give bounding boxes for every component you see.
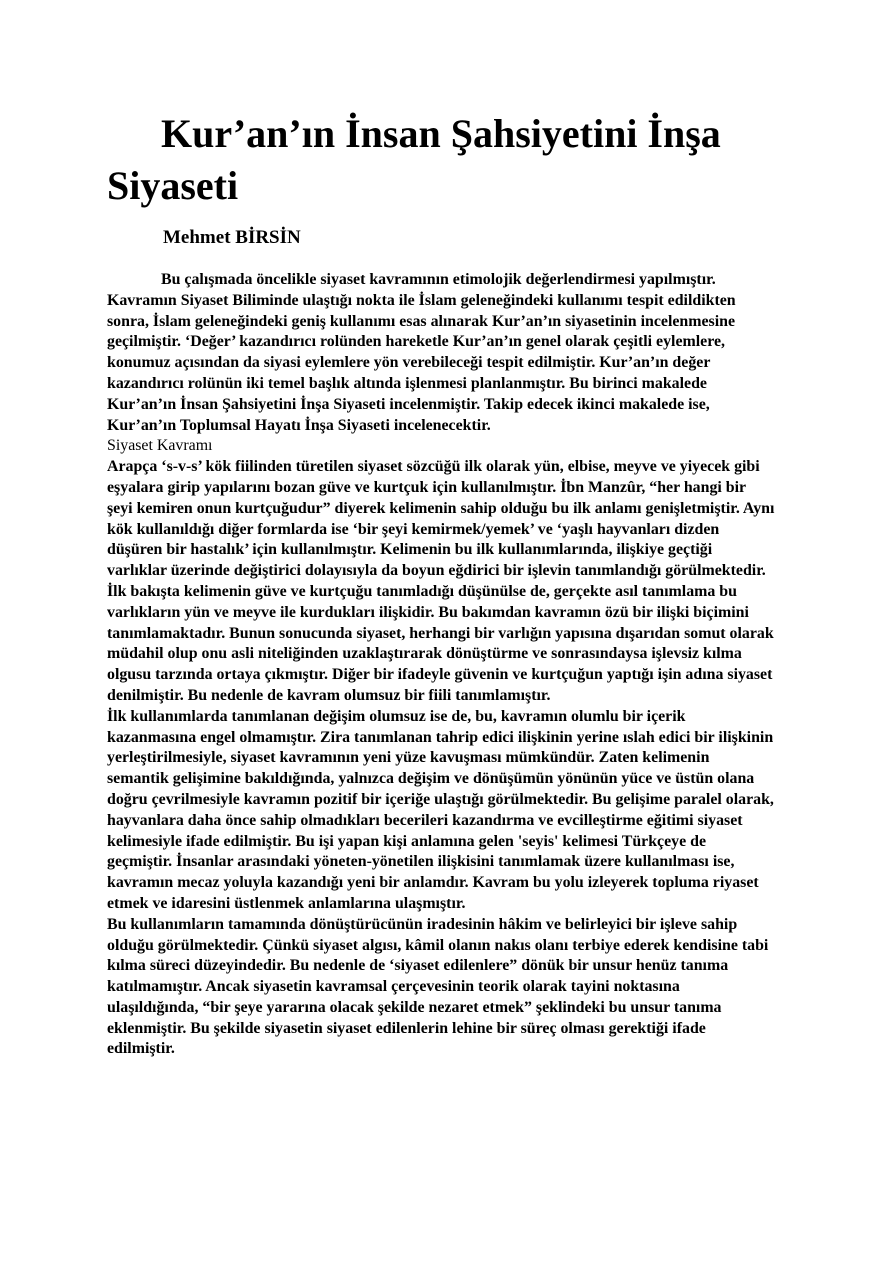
document-body: [107, 270, 775, 1060]
body-paragraph-2: İlk kullanımlarda tanımlanan değişim olumsuz ise de, bu, kavramın olumlu bir içerik kazanmasına engel olmamıştır. Zira tanımlanan tahrip edici ilişkinin yerine ıslah edici bir ilişkinin yerleştirilmesiyle, siyaset kavramının yeni yüze kavuşması mümkündür. Zaten kelimenin semantik gelişimine bakıldığında, yalnızca değişim ve dönüşümün yönünün yüce ve üstün olana doğru çevrilmesiyle kavramın pozitif bir içeriğe ulaştığı görülmektedir. Bu gelişime paralel olarak, hayvanlara daha önce sahip olmadıkları becerileri kazandırma ve evcilleştirme eğitimi siyaset kelimesiyle ifade edilmiştir. Bu işi yapan kişi anlamına gelen 'seyis' kelimesi Türkçeye de geçmiştir. İnsanlar arasındaki yöneten-yönetilen ilişkisini tanımlamak üzere kullanılması ise, kavramın mecaz yoluyla kazandığı yeni bir anlamdır. Kavram bu yolu izleyerek topluma riyaset etmek ve idaresini üstlenmek anlamlarına ulaşmıştır.: [107, 707, 774, 912]
abstract-paragraph: Bu çalışmada öncelikle siyaset kavramının etimolojik değerlendirmesi yapılmıştır. Kavramın Siyaset Biliminde ulaştığı nokta ile İslam geleneğindeki kullanımı tespit edildikten sonra, İslam geleneğindeki geniş kullanımı esas alınarak Kur’an’ın siyasetinin incelenmesine geçilmiştir. ‘Değer’ kazandırıcı rolünden hareketle Kur’an’ın genel olarak çeşitli eylemlere, konumuz açısından da siyasi eylemlere yön verebileceği tespit edilmiştir. Kur’an’ın değer kazandırıcı rolünün iki temel başlık altında işlenmesi planlanmıştır. Bu birinci makalede Kur’an’ın İnsan Şahsiyetini İnşa Siyaseti incelenmiştir. Takip edecek ikinci makalede ise, Kur’an’ın Toplumsal Hayatı İnşa Siyaseti incelenecektir.: [107, 271, 736, 434]
body-paragraph-1: Arapça ‘s-v-s’ kök fiilinden türetilen siyaset sözcüğü ilk olarak yün, elbise, meyve ve yiyecek gibi eşyalara girip yapılarını bozan güve ve kurtçuk için kullanılmıştır. İbn Manzûr, “her hangi bir şeyi kemiren onun kurtçuğudur” diyerek kelimenin sahip olduğu bu ilk anlamı genişletmiştir. Aynı kök kullanıldığı diğer formlarda ise ‘bir şeyi kemirmek/yemek’ ve ‘yaşlı hayvanları dizden düşüren bir hastalık’ için kullanılmıştır. Kelimenin bu ilk kullanımlarında, ilişkiye geçtiği varlıklar üzerinde değiştirici dolayısıyla da boyun eğdirici bir işlevin tanımlandığı görülmektedir. İlk bakışta kelimenin güve ve kurtçuğu tanımladığı düşünülse de, gerçekte asıl tanımlama bu varlıkların yün ve meyve ile kurdukları ilişkidir. Bu bakımdan kavramın özü bir ilişki biçimini tanımlamaktadır. Bunun sonucunda siyaset, herhangi bir varlığın yapısına dışarıdan somut olarak müdahil olup onu asli niteliğinden uzaklaştırarak dönüştürme ve sonrasındaysa işlevsiz kılma olgusu tarzında ortaya çıkmıştır. Diğer bir ifadeyle güvenin ve kurtçuğun yaptığı işin adına siyaset denilmiştir. Bu nedenle de kavram olumsuz bir fiili tanımlamıştır.: [107, 458, 775, 704]
section-heading: Siyaset Kavramı: [107, 437, 213, 455]
author-name: Mehmet BİRSİN: [163, 227, 301, 248]
body-paragraph-3: Bu kullanımların tamamında dönüştürücünün iradesinin hâkim ve belirleyici bir işleve sahip olduğu görülmektedir. Çünkü siyaset algısı, kâmil olanın nakıs olanı terbiye ederek kendisine tabi kılma süreci düzeyindedir. Bu nedenle de ‘siyaset edilenlere” dönük bir unsur henüz tanıma katılmamıştır. Ancak siyasetin kavramsal çerçevesinin teorik olarak tayini noktasına ulaşıldığında, “bir şeye yararına olacak şekilde nezaret etmek” şeklindeki bu unsur tanıma eklenmiştir. Bu şekilde siyasetin siyaset edilenlerin lehine bir süreç olması gerektiği ifade edilmiştir.: [107, 915, 769, 1058]
document-title: Kur’an’ın İnsan Şahsiyetini İnşa Siyaseti: [107, 111, 721, 208]
